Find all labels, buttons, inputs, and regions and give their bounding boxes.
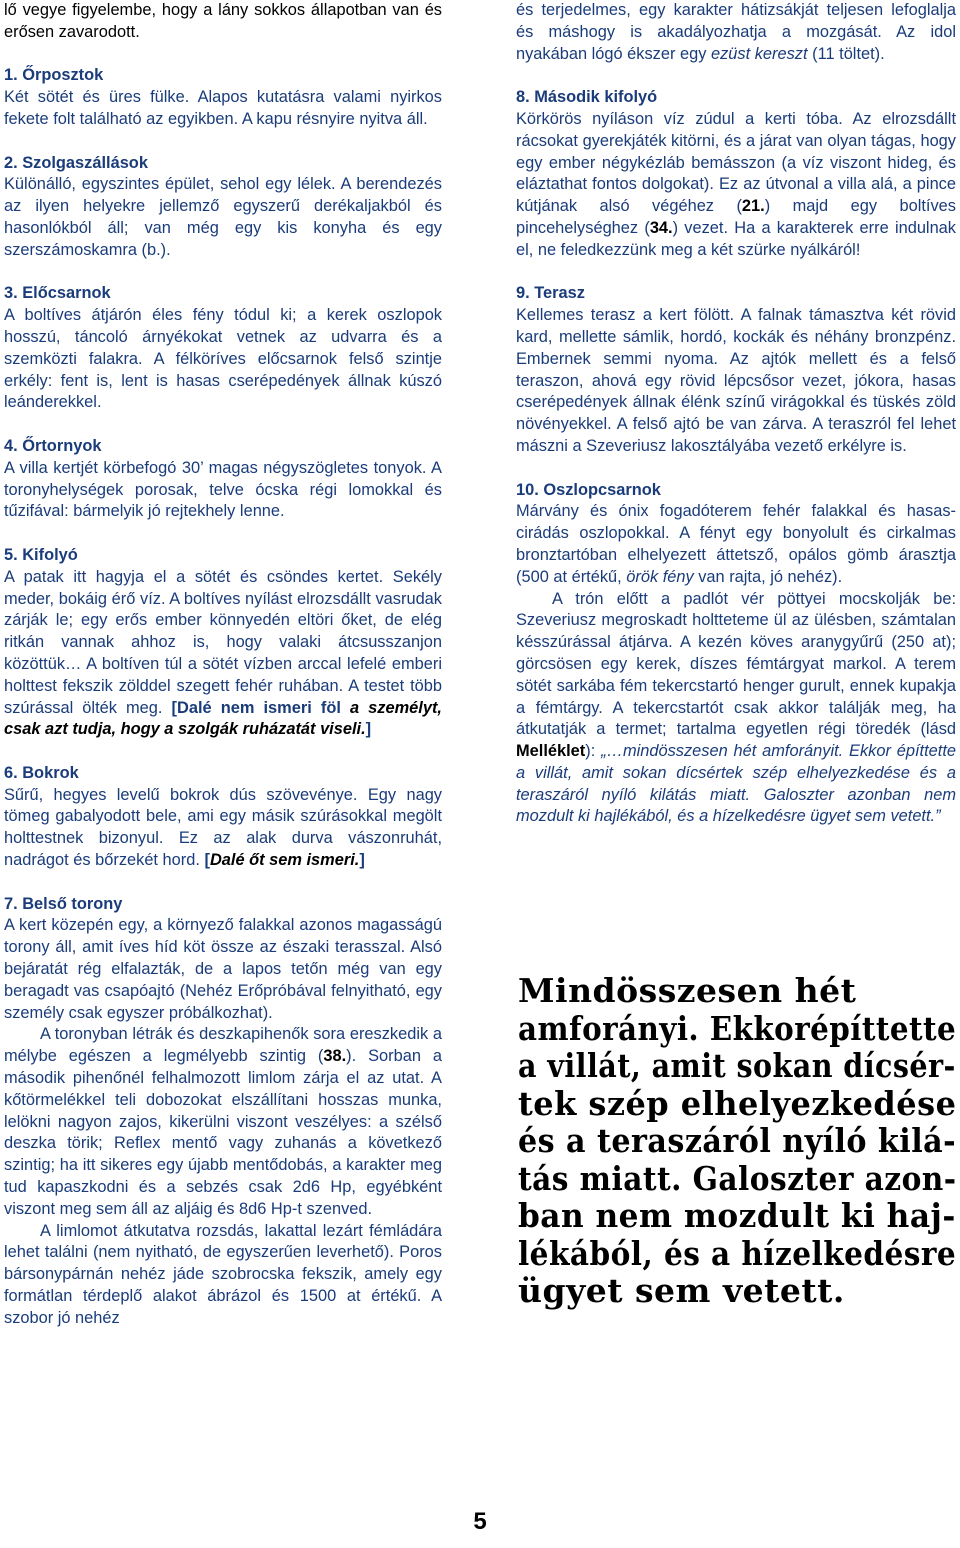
- section-title: 7. Belső torony: [4, 894, 123, 913]
- right-column: [516, 0, 956, 828]
- section-1: [4, 65, 442, 130]
- paragraph-text: (11 töltet).: [807, 44, 885, 63]
- handwriting-line: és a teraszáról nyíló kilá-: [518, 1121, 957, 1160]
- section-body: Két sötét és üres fülke. Alapos kutatásra valami nyirkos fekete folt található az egyikben. A kapu résnyire nyitva áll.: [4, 88, 442, 128]
- handwriting-line: ügyet sem vetett.: [518, 1271, 845, 1310]
- section-paragraph: [516, 589, 956, 829]
- paragraph-text: ) vezet. Ha a karakterek erre indulnak el, ne feledkezzünk meg a két szürke nyálkáról!: [516, 218, 956, 259]
- handwriting-line: a villát, amit sokan dícsér-: [518, 1046, 956, 1085]
- paragraph-text: Körkörös nyíláson víz zúdul a kerti tóba. Az elrozsdállt rácsokat gyerekjáték kitörni, és a járat van olyan tágas, hogy egy ember négykézláb bemásszon (a víz viszont hideg, és eláztathat fontos dolgokat). Ez az útvonal a villa alá, a pince kútjának alsó végéhez (: [516, 109, 956, 216]
- section-body: A villa kertjét körbefogó 30’ magas négyszögletes tonyok. A toronyhelységek porosak, telve ócska régi lomokkal és tűzifával: bármelyik jó rejtekhely lenne.: [4, 458, 442, 521]
- section-7: [4, 894, 442, 1330]
- section-6: [4, 763, 442, 872]
- note-bracket: [: [171, 698, 178, 717]
- continued-text: [516, 0, 956, 65]
- paragraph-text: ) majd egy boltíves pincehelységhez (: [516, 197, 956, 237]
- paragraph-text: ):: [585, 742, 602, 761]
- section-9: [516, 283, 956, 457]
- section-title: 5. Kifolyó: [4, 545, 78, 564]
- handwritten-fragment-image: [518, 972, 956, 1322]
- section-body: Különálló, egyszintes épület, sehol egy lélek. A berendezés az ilyen helyekre jellemző egyszerű derékaljakból és hasonlókból áll; van még egy kis konyha és egy szerszámoskamra (b.).: [4, 175, 442, 259]
- section-2: [4, 153, 442, 262]
- handwriting-line: tek szép elhelyezkedése: [518, 1083, 957, 1123]
- handwriting-line: tás miatt. Galoszter azon-: [518, 1158, 957, 1198]
- section-body: Kellemes terasz a kert fölött. A falnak támasztva két rövid kard, mellette sámlik, hordó, kockák és néhány bronzpénz. Embernek semmi nyoma. Az ajtók mellett és a felső teraszon, ahová egy rövid lépcsősor vezet, jókora, hasas cserépedények állnak élénk színű virágokkal és tüskés zöld növényekkel. A felső ajtó be van zárva. A teraszról fel lehet mászni a Szeveriusz lakosztályába vezető erkélyre is.: [516, 306, 956, 455]
- handwriting-line: lékából, és a hízelkedésre: [518, 1233, 957, 1273]
- paragraph-text: Márvány és ónix fogadóterem fehér falakkal és hasas-cirádás oszlopokkal. A fényt egy bonyolult és cirkalmas bronztartóban elhelyezett áttetsző, opálos gömb árasztja (500 at értékű,: [516, 502, 956, 586]
- room-ref: 34.: [649, 218, 673, 237]
- section-title: 2. Szolgaszállások: [4, 153, 148, 172]
- quoted-fragment: „…mindösszesen hét amforányit. Ekkor építtette a villát, amit sokan dícsértek szép elhelyezkedése és a teraszáról nyíló kilátás miatt. Galoszter azonban nem mozdult ki hajlékából, és a hízelkedésre ügyet sem vetett.”: [516, 742, 956, 826]
- section-title: 3. Előcsarnok: [4, 284, 111, 303]
- section-3: [4, 283, 442, 414]
- section-title: 9. Terasz: [516, 284, 585, 303]
- section-10: [516, 480, 956, 829]
- paragraph-text: A trón előtt a padlót vér pöttyei mocskolják be: Szeveriusz megroskadt holtteteme ül az ülésben, számtalan késszúrással átjárva. A kezén köves aranygyűrű (250 at); görcsösen egy kerek, díszes fémtárgyat markol. A terem sötét sarkába fém tekercstartó henger gurult, ennek kupakja a fémtárgy. A tekercstartót csak akkor találják meg, ha átkutatják a termet; tartalma egyetlen régi töredék (lásd: [516, 589, 956, 739]
- paragraph-text: A toronyban létrák és deszkapihenők sora ereszkedik a mélybe egészen a legmélyebb szintig (: [4, 1025, 442, 1066]
- note-bracket: [: [204, 851, 210, 870]
- section-5: [4, 545, 442, 741]
- italic-term: örök fény: [626, 567, 694, 586]
- section-title: 10. Oszlopcsarnok: [516, 480, 661, 499]
- italic-term: ezüst kereszt: [711, 44, 808, 63]
- section-paragraph: A limlomot átkutatva rozsdás, lakattal lezárt fémládára lehet találni (nem nyitható, de egyszerűen leverhető). Poros bársonypárnán nehéz jáde szobrocska fekszik, amely egy formátlan térdeplő alakot ábrázol és 1500 at értékű. A szobor jó nehéz: [4, 1221, 442, 1327]
- note-bold-italic: a személyt, csak azt tudja, hogy a szolgák ruházatát viseli.: [4, 698, 442, 739]
- paragraph-text: ). Sorban a második pihenőnél felhalmozott limlom zárja el az utat. A kőtörmelékkel teli dobozokat elszállítani hosszas munka, lelökni nagyon zajos, kikerülni viszont veszélyes: a szélső deszka törik; Reflex mentő vagy zuhanás a következő szintig; ha itt sikeres egy újabb mentődobás, a karakter meg tud kapaszkodni és a sebzés csak 2d6 Hp, egyébként viszont meg sem áll az aljáig és 8d6 Hp-t szenved.: [4, 1047, 442, 1218]
- section-paragraph: [516, 501, 956, 588]
- section-title: 8. Második kifolyó: [516, 88, 658, 107]
- section-body: [516, 109, 956, 262]
- section-title: 4. Őrtornyok: [4, 436, 102, 455]
- section-8: [516, 87, 956, 261]
- handwriting-line: ban nem mozdult ki haj-: [518, 1196, 956, 1235]
- page-number: 5: [473, 1508, 487, 1535]
- paragraph-text: és terjedelmes, egy karakter hátizsákját teljesen lefoglalja és máshogy is akadályozhatja a mozgását. Az idol nyakában lógó ékszer egy: [516, 1, 956, 63]
- handwriting-line: Mindösszesen hét: [518, 971, 857, 1010]
- note-bold: Dalé nem ismeri föl: [177, 698, 341, 717]
- section-4: [4, 436, 442, 523]
- body-text: A patak itt hagyja el a sötét és csöndes kertet. Sekély meder, bokáig érő víz. A boltíves nyílást elrozsdállt vasrudak zárják le; egy erős ember könnyedén eltöri őket, de elég ritkán vannak ahhoz is, hogy valaki átcsusszanjon közöttük… A boltíven túl a sötét vízben arccal lefelé emberi holttest fekszik zölddel szegett fehér ruhában. A testet több szúrással ölték meg.: [4, 567, 442, 717]
- note-bracket: ]: [365, 720, 372, 739]
- note-bold-italic: őt sem ismeri.: [244, 851, 360, 870]
- section-title: 6. Bokrok: [4, 763, 79, 782]
- intro-text: lő vegye figyelembe, hogy a lány sokkos állapotban van és erősen zavarodott.: [4, 1, 442, 41]
- room-ref: 38.: [323, 1047, 347, 1066]
- section-body: A boltíves átjárón éles fény tódul ki; a kerek oszlopok hosszú, táncoló árnyékokat vetnek az udvarra és a szemközti falakra. A félköríves előcsarnok felső szintje erkély: fent is, lent is hasas cserépedények állnak kúszó leánderekkel.: [4, 306, 442, 412]
- section-title: 1. Őrposztok: [4, 66, 104, 85]
- handwriting-line: amforányi. Ekkorépíttette: [518, 1008, 957, 1048]
- body-text: Sűrű, hegyes levelű bokrok dús szövevénye. Egy nagy tömeg gabalyodott bele, ami egy másik szúrásokkal megölt holttestnek bizonyul. Ez az alak durva vászonruhát, nadrágot és bőrzekét hord.: [4, 785, 442, 870]
- room-ref: 21.: [741, 197, 765, 216]
- section-paragraph: [4, 1024, 442, 1220]
- section-body: [4, 567, 442, 741]
- note-bracket: ]: [359, 851, 365, 870]
- section-paragraph: A kert közepén egy, a környező falakkal azonos magasságú torony áll, amit íves híd köt össze az északi terasszal. Alsó bejáratát rég elfalazták, de a lapos tetőn még van egy beragadt vas csapóajtó (Nehéz Erőpróbával felnyitható, egy személy csak egyszer próbálkozhat).: [4, 916, 442, 1022]
- section-body: [4, 785, 442, 872]
- paragraph-text: van rajta, jó nehéz).: [693, 567, 843, 586]
- left-column: [4, 0, 442, 1330]
- note-bold: Dalé: [209, 851, 245, 870]
- appendix-ref: Melléklet: [516, 742, 586, 761]
